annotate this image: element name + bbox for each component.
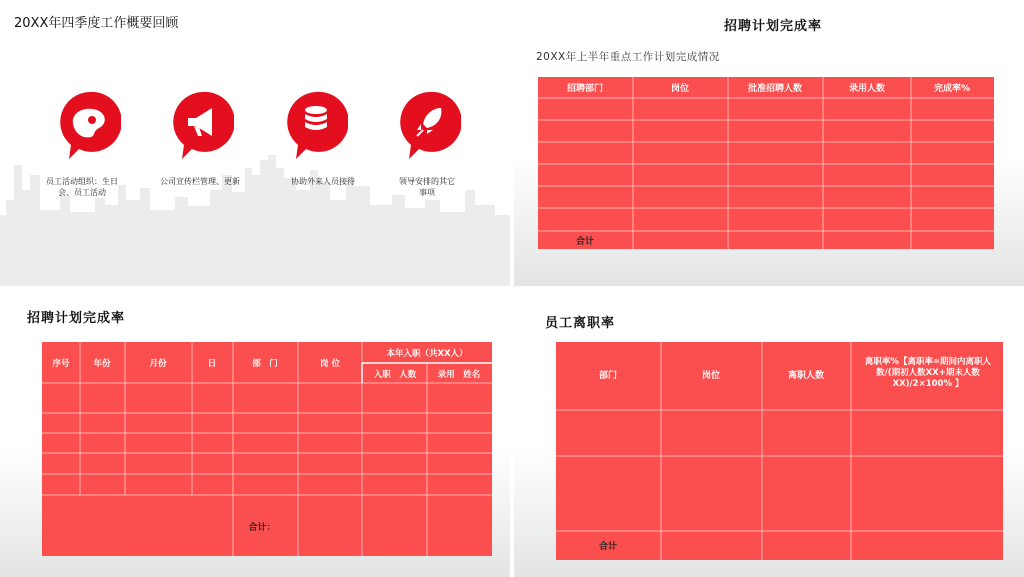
header-position: 岗位 bbox=[670, 84, 690, 94]
header-department: 招聘部门 bbox=[566, 84, 604, 94]
slide-work-review bbox=[0, 0, 510, 286]
total-label: 合计： bbox=[248, 523, 276, 533]
header-approved-count: 批准招聘人数 bbox=[747, 84, 803, 94]
header-turnover-rate: 离职率%【离职率=期间内离职人数/(期初人数XX+期末人数XX)/2×100% 】 bbox=[864, 357, 992, 389]
item-caption-3: 协助外来人员接待 bbox=[291, 177, 355, 186]
slide-title: 员工离职率 bbox=[545, 316, 616, 331]
recruitment-detail-table bbox=[0, 290, 510, 577]
recruitment-table bbox=[514, 0, 1024, 286]
total-label: 合计 bbox=[575, 237, 595, 247]
slide-title: 招聘计划完成率 bbox=[724, 19, 823, 34]
header-day: 日 bbox=[207, 359, 217, 369]
header-position: 岗 位 bbox=[320, 359, 340, 369]
slide-recruitment-completion bbox=[514, 0, 1024, 286]
bubble-database bbox=[284, 90, 348, 160]
header-hire-count: 入职 人数 bbox=[373, 370, 417, 380]
bubble-megaphone bbox=[170, 90, 234, 160]
turnover-table bbox=[514, 290, 1024, 577]
slide-recruitment-detail bbox=[0, 290, 510, 577]
megaphone-icon bbox=[170, 90, 234, 160]
header-month: 月份 bbox=[149, 359, 167, 369]
palette-icon bbox=[57, 90, 121, 160]
header-hire-names: 录用 姓名 bbox=[437, 370, 481, 380]
rocket-icon bbox=[397, 90, 461, 160]
header-year: 年份 bbox=[93, 359, 111, 369]
item-caption-2: 公司宣传栏管理、更新 bbox=[160, 177, 240, 186]
slide-subtitle: 20XX年上半年重点工作计划完成情况 bbox=[536, 51, 720, 63]
header-seq: 序号 bbox=[52, 359, 70, 369]
item-caption-1: 员工活动组织：生日会、员工活动 bbox=[46, 177, 118, 197]
slide-turnover-rate bbox=[514, 290, 1024, 577]
header-hired-count: 录用人数 bbox=[848, 84, 886, 94]
header-department: 部 门 bbox=[252, 359, 278, 369]
database-icon bbox=[284, 90, 348, 160]
slide-title: 20XX年四季度工作概要回顾 bbox=[14, 16, 179, 31]
bubble-palette bbox=[57, 90, 121, 160]
header-department: 部门 bbox=[598, 371, 618, 381]
header-leaver-count: 离职人数 bbox=[787, 371, 825, 381]
total-label: 合计 bbox=[598, 542, 618, 552]
header-completion-rate: 完成率% bbox=[933, 84, 971, 94]
header-new-hires-group: 本年入职（共XX人） bbox=[386, 349, 468, 359]
header-position: 岗位 bbox=[701, 371, 721, 381]
bubble-rocket bbox=[397, 90, 461, 160]
slide-title: 招聘计划完成率 bbox=[27, 311, 126, 326]
item-caption-4: 领导安排的其它事项 bbox=[399, 177, 455, 197]
